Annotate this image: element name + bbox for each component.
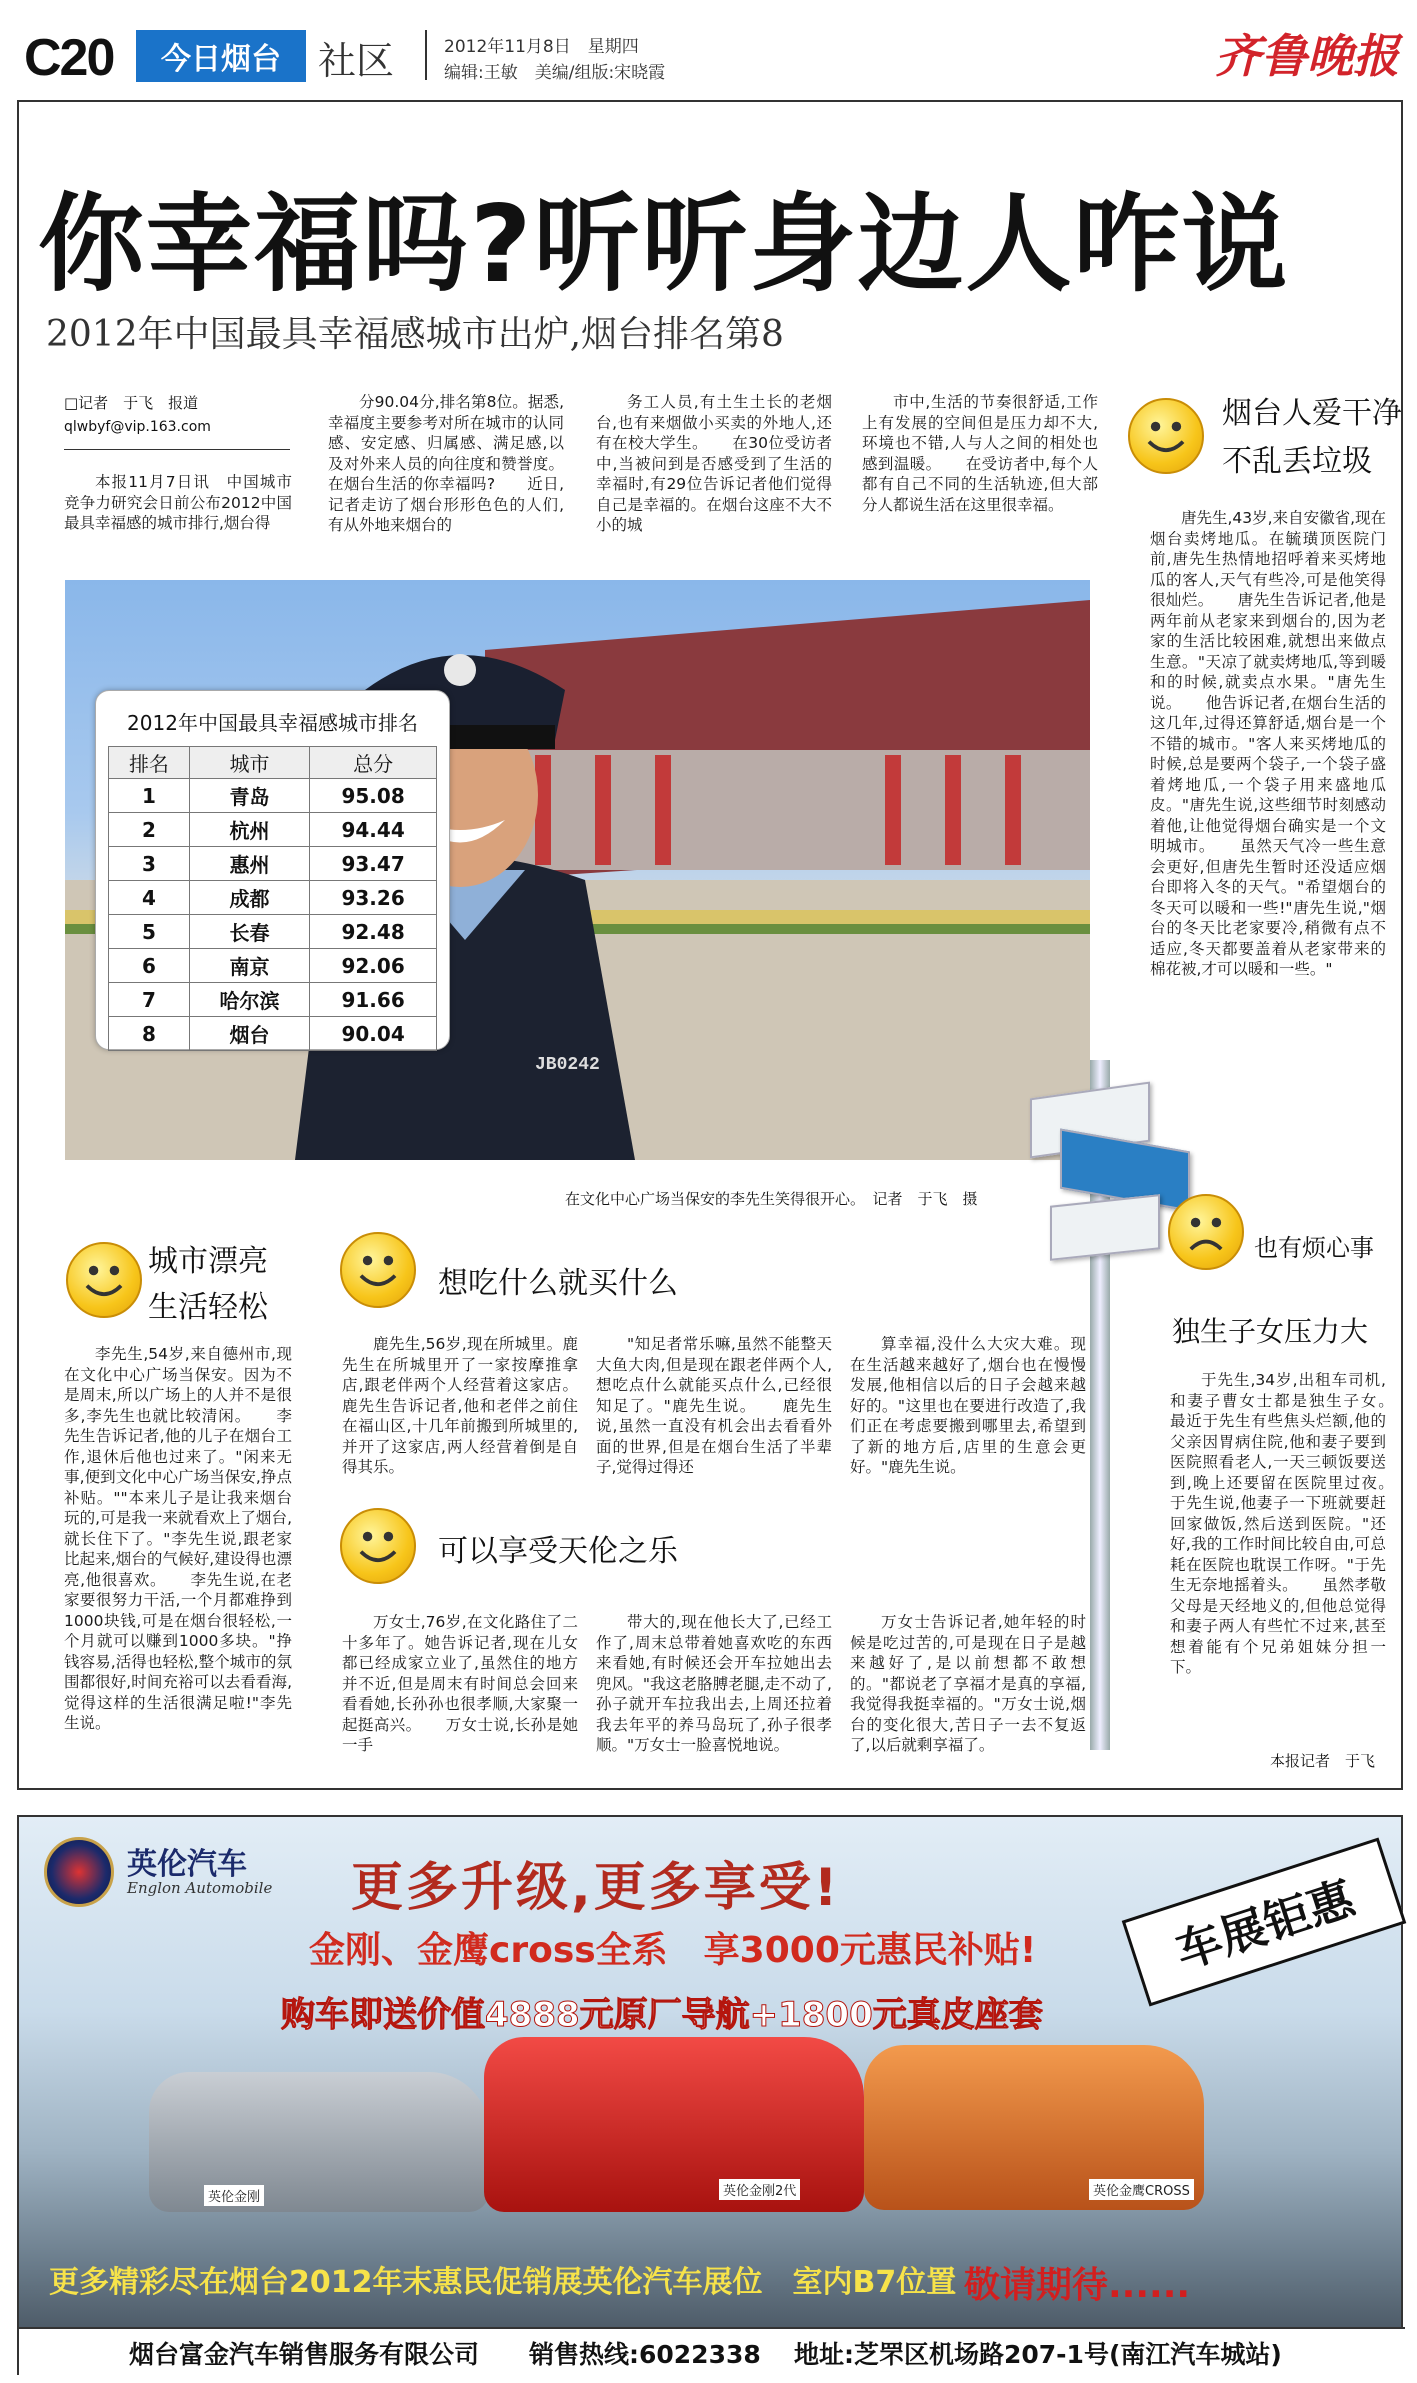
story-buy-col-1: 鹿先生,56岁,现在所城里。鹿先生在所城里开了一家按摩推拿店,跟老伴两个人经营着这家店。鹿先生告诉记者,他和老伴之前住在福山区,十几年前搬到所城里的,并开了这家店,两人经营着倒是自得其乐。: [342, 1335, 578, 1476]
auto-show-badge: 车展钜惠: [1122, 1837, 1407, 2006]
editor-credit: 编辑:王敏 美编/组版:宋晓霞: [444, 63, 666, 83]
table-row: 6 南京 92.06: [109, 949, 437, 983]
story-family-col-1: 万女士,76岁,在文化路住了二十多年了。她告诉记者,现在儿女都已经成家立业了,虽然住的地方并不近,但是周末有时间总会回来看看她,长孙孙也很孝顺,大家聚一起挺高兴。 万女士说,长孙是她一手: [342, 1613, 578, 1754]
story-title-buy: 想吃什么就买什么: [438, 1266, 678, 1301]
photo-caption: 在文化中心广场当保安的李先生笑得很开心。 记者 于飞 摄: [565, 1190, 978, 1208]
car-red-plate: 英伦金刚2代: [719, 2179, 800, 2200]
dealer-name: 烟台富金汽车销售服务有限公司: [129, 2340, 480, 2369]
smiley-face-icon: [340, 1232, 416, 1308]
table-row: 7 哈尔滨 91.66: [109, 983, 437, 1017]
car-orange-plate: 英伦金鹰CROSS: [1089, 2179, 1194, 2200]
ad-anticipation: 敬请期待......: [964, 2265, 1191, 2306]
dealer-address: 地址:芝罘区机场路207-1号(南江汽车城站): [794, 2340, 1282, 2369]
ranking-table: [108, 746, 437, 1051]
column-header: 城市: [189, 747, 309, 779]
signpost-board-lower: [1050, 1194, 1160, 1261]
story-title-clean-2: 不乱丢垃圾: [1222, 444, 1372, 479]
ad-gift-line: 购车即送价值4888元原厂导航+1800元真皮座套: [281, 1995, 1043, 2035]
story-buy-col-2: "知足者常乐嘛,虽然不能整天大鱼大肉,但是现在跟老伴两个人,想吃点什么就能买点什么,已经很知足了。"鹿先生说。 鹿先生说,虽然一直没有机会出去看看外面的世界,但是在烟台生活了半辈子,觉得过得还: [596, 1335, 832, 1476]
ad-slogan: 更多升级,更多享受!: [351, 1858, 841, 1918]
brand-name: 英伦汽车: [127, 1847, 247, 1882]
reporter-email[interactable]: qlwbyf@vip.163.com: [64, 419, 211, 435]
section-tab[interactable]: 今日烟台: [136, 30, 306, 82]
worry-reporter: 本报记者 于飞: [1270, 1752, 1376, 1770]
ad-subsidy-line: 金刚、金鹰cross全系 享3000元惠民补贴!: [309, 1930, 1037, 1971]
table-row: 2 杭州 94.44: [109, 813, 437, 847]
ad-bottom-line: 更多精彩尽在烟台2012年末惠民促销展英伦汽车展位 室内B7位置: [49, 2265, 957, 2300]
byline-rule: [64, 449, 290, 450]
car-red: [484, 2037, 864, 2212]
table-row: 8 烟台 90.04: [109, 1017, 437, 1051]
page-number: C20: [24, 29, 114, 87]
intro-col-3: 务工人员,有土生土长的老烟台,也有来烟做小买卖的外地人,还有在校大学生。 在30位受访者中,当被问到是否感受到了生活的幸福时,有29位告诉记者他们觉得自己是幸福的。在烟台这座不大不小的城: [596, 393, 832, 534]
ranking-card: [95, 690, 450, 1050]
intro-col-2: 分90.04分,排名第8位。据悉,幸福度主要参考对所在城市的认同感、安定感、归属感、满足感,以及对外来人员的向往度和赞誉度。在烟台生活的你幸福吗? 近日,记者走访了烟台形形色色的人们,有从外地来烟台的: [328, 393, 564, 534]
story-family-col-3: 万女士告诉记者,她年轻的时候是吃过苦的,可是现在日子是越来越好了,是以前想都不敢想的。"都说老了享福才是真的享福,我觉得我挺幸福的。"万女士说,烟台的变化很大,苦日子一去不复返了,以后就剩享福了。: [850, 1613, 1086, 1754]
reporter-byline: □记者 于飞 报道: [64, 394, 199, 412]
story-title-family: 可以享受天伦之乐: [438, 1534, 678, 1569]
table-row: 5 长春 92.48: [109, 915, 437, 949]
sad-face-icon: [1168, 1194, 1244, 1270]
byline-block: [64, 392, 290, 450]
story-worry-body: 于先生,34岁,出租车司机,和妻子曹女士都是独生子女。 最近于先生有些焦头烂额,他的父亲因胃病住院,他和妻子要到医院照看老人,一天三顿饭要送到,晚上还要留在医院里过夜。 于先生说,他妻子一下班就要赶回家做饭,然后送到医院。"还好,我的工作时间比较自由,可总耗在医院也耽误工作呀。"于先生无奈地摇着头。 虽然孝敬父母是天经地义的,但他总觉得和妻子两人有些忙不过来,甚至想着能有个兄弟姐妹分担一下。: [1170, 1371, 1417, 1676]
story-family-col-2: 带大的,现在他长大了,已经工作了,周末总带着她喜欢吃的东西来看她,有时候还会开车拉她出去兜风。"我这老胳膊老腿,走不动了,孙子就开车拉我出去,上周还拉着我去年平的养马岛玩了,孙子很孝顺。"万女士一脸喜悦地说。: [596, 1613, 832, 1754]
story-buy-col-3: 算幸福,没什么大灾大难。现在生活越来越好了,烟台也在慢慢发展,他相信以后的日子会越来越好的。"这里也在要进行改造了,我们正在考虑要搬到哪里去,希望到了新的地方后,店里的生意会更好。"鹿先生说。: [850, 1335, 1086, 1476]
badge-number: JB0242: [535, 1055, 600, 1075]
newspaper-masthead: 齐鲁晚报: [1215, 29, 1399, 83]
story-title-clean-1: 烟台人爱干净: [1222, 396, 1402, 431]
car-advertisement[interactable]: [17, 1815, 1403, 2375]
brand-logo-icon: [44, 1837, 114, 1907]
headline: 你幸福吗?听听身边人咋说: [38, 183, 1290, 306]
column-header: 总分: [310, 747, 437, 779]
header-divider: [425, 30, 427, 80]
smiley-face-icon: [1128, 398, 1204, 474]
table-row: 1 青岛 95.08: [109, 779, 437, 813]
table-row: 3 惠州 93.47: [109, 847, 437, 881]
table-row: 4 成都 93.26: [109, 881, 437, 915]
brand-name-en: Englon Automobile: [127, 1879, 273, 1897]
story-title-city-1: 城市漂亮: [148, 1244, 268, 1279]
section-name: 社区: [318, 39, 395, 83]
story-clean-body: 唐先生,43岁,来自安徽省,现在烟台卖烤地瓜。在毓璜顶医院门前,唐先生热情地招呼着来买烤地瓜的客人,天气有些冷,可是他笑得很灿烂。 唐先生告诉记者,他是两年前从老家来到烟台的,因为老家的生活比较困难,就想出来做点生意。"天凉了就卖烤地瓜,等到暖和的时候,就卖点水果。"唐先生说。 他告诉记者,在烟台生活的这几年,过得还算舒适,烟台是一个不错的城市。"客人来买烤地瓜的时候,总是要两个袋子,一个袋子盛着烤地瓜,一个袋子用来盛地瓜皮。"唐先生说,这些细节时刻感动着他,让他觉得烟台确实是一个文明城市。 虽然天气冷一些生意会更好,但唐先生暂时还没适应烟台即将入冬的天气。"希望烟台的冬天可以暖和一些!"唐先生说,"烟台的冬天比老家要冷,稍微有点不适应,冬天都要盖着从老家带来的棉花被,才可以暖和一些。": [1150, 509, 1387, 978]
smiley-face-icon: [340, 1508, 416, 1584]
ranking-title: 2012年中国最具幸福感城市排名: [127, 711, 418, 735]
car-silver-plate: 英伦金刚: [204, 2185, 264, 2206]
worry-label: 也有烦心事: [1254, 1234, 1374, 1262]
car-silver: [149, 2072, 489, 2212]
intro-col-1: 本报11月7日讯 中国城市竞争力研究会日前公布2012中国最具幸福感的城市排行,烟台得: [64, 473, 292, 532]
story-city-body: 李先生,54岁,来自德州市,现在文化中心广场当保安。因为不是周末,所以广场上的人并不是很多,李先生也就比较清闲。 李先生告诉记者,他的儿子在烟台工作,退休后他也过来了。"闲来无事,便到文化中心广场当保安,挣点补贴。""本来儿子是让我来烟台玩的,可是我一来就看欢上了烟台,就长住下了。"李先生说,跟老家比起来,烟台的气候好,建设得也漂亮,他很喜欢。 李先生说,在老家要很努力干活,一个月都难挣到1000块钱,可是在烟台很轻松,一个月就可以赚到1000多块。"挣钱容易,活得也轻松,整个城市的氛围都很好,时间充裕可以去看看海,觉得这样的生活很满足啦!"李先生说。: [64, 1345, 292, 1732]
column-header: 排名: [109, 747, 190, 779]
subheadline: 2012年中国最具幸福感城市出炉,烟台排名第8: [46, 314, 784, 355]
story-title-city-2: 生活轻松: [148, 1290, 268, 1325]
story-title-worry: 独生子女压力大: [1172, 1315, 1369, 1348]
sales-hotline[interactable]: 销售热线:6022338: [529, 2340, 761, 2369]
issue-date: 2012年11月8日 星期四: [444, 37, 639, 57]
smiley-face-icon: [66, 1242, 142, 1318]
intro-col-4: 市中,生活的节奏很舒适,工作上有发展的空间但是压力却不大,环境也不错,人与人之间的相处也感到温暖。 在受访者中,每个人都有自己不同的生活轨迹,但大部分人都说生活在这里很幸福。: [862, 393, 1098, 514]
